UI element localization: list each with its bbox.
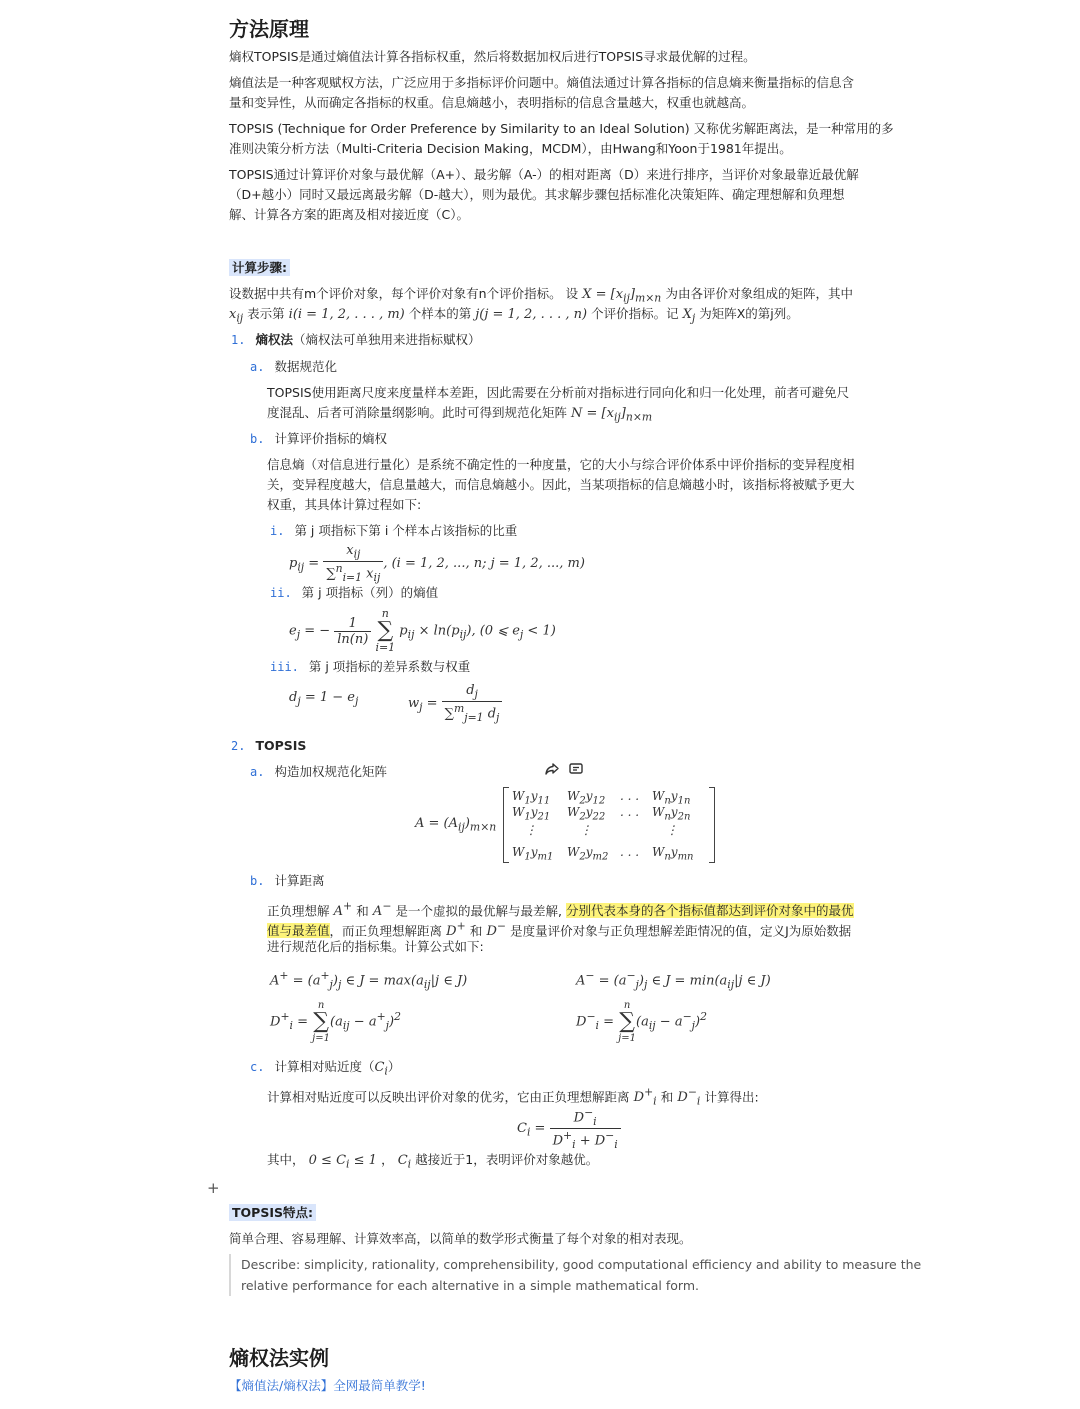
steps-intro-line-1: 设数据中共有m个评价对象，每个评价对象有n个评价指标。 设 $X = [x_{ij}]_{m\times n}$ 为由各评价对象组成的矩阵，其中 (229, 286, 853, 305)
formula-negative-ideal: $A^- = (a^-_j)_j$ ∈ $J = \min(a_{ij}|j$ ∈ J) (576, 969, 771, 991)
weighted-matrix: $W_1y_{11}$ $W_2y_{12}$ . . . $W_ny_{1n}$ $W_1y_{21}$ $W_2y_{22}$ . . . $W_ny_{2n}$ ⋮ ⋮ ⋮ $W_1y_{m1}$ $W_2y_{m2}$ . . . $W_ny_{mn}$ (503, 787, 715, 863)
paragraph-topsis-1: TOPSIS (Technique for Order Preference by Similarity to an Ideal Solution) 又称优劣解距离法，是一种常用的多 (229, 121, 894, 136)
formula-weight: $w_j$ = $\frac{d_j}{\sum^m_{j=1} d_j}$ (408, 683, 502, 724)
closeness-paragraph-2: 其中， $0 \le C_i \le 1$ ， $C_i$ 越接近于1，表明评价对象越优。 (267, 1152, 599, 1171)
formula-negative-distance: $D^-_i = n$ ∑ $j=1(a_{ij} - a^-_j)^2$ (576, 1000, 707, 1044)
list-item-entropy: 1. 熵权法（熵权法可单独用来进指标赋权） (231, 332, 481, 347)
closeness-paragraph-1: 计算相对贴近度可以反映出评价对象的优劣，它由正负理想解距离 $D^+_i$ 和 $D^-_i$ 计算得出: (267, 1086, 759, 1108)
paragraph-intro: 熵权TOPSIS是通过熵值法计算各指标权重，然后将数据加权后进行TOPSIS寻求最优解的过程。 (229, 49, 756, 64)
roman-item-weight: iii. 第 j 项指标的差异系数与权重 (270, 659, 471, 674)
plus-icon[interactable]: + (207, 1179, 220, 1197)
section-title-example: 熵权法实例 (229, 1346, 329, 1370)
features-quote: Describe: simplicity, rationality, comprehensibility, good computational efficiency and ability to measure the relative performance for each alternative in a simple mathematical form. (229, 1254, 869, 1296)
sublist-item-closeness: c. 计算相对贴近度$(C_i)$ (250, 1059, 401, 1078)
roman-item-entropy-value: ii. 第 j 项指标（列）的熵值 (270, 585, 439, 600)
entropy-weight-paragraph-1: 信息熵（对信息进行量化）是系统不确定性的一种度量，它的大小与综合评价体系中评价指标的变异程度相 (267, 457, 855, 472)
paragraph-topsis-desc-1: TOPSIS通过计算评价对象与最优解（A+）、最劣解（A-）的相对距离（D）来进行排序，当评价对象最靠近最优解 (229, 167, 859, 182)
example-link[interactable]: 【熵值法/熵权法】全网最简单教学! (229, 1378, 426, 1393)
paragraph-entropy-1: 熵值法是一种客观赋权方法，广泛应用于多指标评价问题中。熵值法通过计算各指标的信息熵来衡量指标的信息含 (229, 75, 855, 90)
share-icon[interactable] (544, 761, 560, 780)
formula-closeness: $C_i$ = $\frac{D^-_i}{D^+_i + D^-_i}$ (517, 1106, 621, 1151)
formula-positive-ideal: $A^+ = (a^+_j)_j$ ∈ $J = \max(a_{ij}|j$ ∈ J) (270, 969, 468, 991)
formula-weighted-matrix-lhs: $A = (A_{ij})_{m\times n}$ (415, 816, 497, 834)
paragraph-topsis-desc-3: 解、计算各方案的距离及相对接近度（C）。 (229, 207, 469, 222)
distance-paragraph-3: 进行规范化后的指标集。计算公式如下: (267, 939, 484, 954)
paragraph-topsis-2: 准则决策分析方法（Multi-Criteria Decision Making，MCDM），由Hwang和Yoon于1981年提出。 (229, 141, 792, 156)
list-item-topsis: 2. TOPSIS (231, 738, 307, 753)
entropy-weight-paragraph-2: 关，变异程度越大，信息量越大，而信息熵越小。因此，当某项指标的信息熵越小时，该指标将被赋予更大 (267, 477, 855, 492)
distance-paragraph-2: 值与最差值，而正负理想解距离 D+ 和 D− 是度量评价对象与正负理想解差距情况的值，定义J为原始数据 (267, 920, 852, 940)
roman-item-proportion: i. 第 j 项指标下第 i 个样本占该指标的比重 (270, 523, 518, 538)
entropy-weight-paragraph-3: 权重，其具体计算过程如下: (267, 497, 422, 512)
features-paragraph: 简单合理、容易理解、计算效率高，以简单的数学形式衡量了每个对象的相对表现。 (229, 1231, 692, 1246)
sublist-item-entropy-weight: b. 计算评价指标的熵权 (250, 431, 387, 446)
sublist-item-distance: b. 计算距离 (250, 873, 325, 888)
sublist-item-weighted-matrix: a. 构造加权规范化矩阵 (250, 764, 387, 779)
distance-paragraph-1: 正负理想解 A+ 和 A− 是一个虚拟的最优解与最差解, 分别代表本身的各个指标值都达到评价对象中的最优 (267, 900, 854, 920)
sublist-item-normalize: a. 数据规范化 (250, 359, 337, 374)
steps-label: 计算步骤: (229, 258, 290, 276)
normalize-paragraph-2: 度混乱、后者可消除量纲影响。此时可得到规范化矩阵 $N = [x_{ij}]_{n\times m}$ (267, 405, 653, 424)
floating-toolbar (536, 756, 592, 782)
paragraph-entropy-2: 量和变异性，从而确定各指标的权重。信息熵越小，表明指标的信息含量越大，权重也就越高。 (229, 95, 755, 110)
formula-proportion: $p_{ij}$ = $\frac{x_{ij}}{\sum^n_{i=1} x_{ij}}$ , (i = 1, 2, ..., n; j = 1, 2, ..., m) (289, 543, 585, 584)
comment-icon[interactable] (568, 761, 584, 780)
normalize-paragraph-1: TOPSIS使用距离尺度来度量样本差距，因此需要在分析前对指标进行同向化和归一化处理，前者可避免尺 (267, 385, 850, 400)
formula-difference: $d_j = 1 - e_j$ (289, 690, 359, 708)
paragraph-topsis-desc-2: （D+越小）同时又最远离最劣解（D-越大），则为最优。其求解步骤包括标准化决策矩阵、确定理想解和负理想 (229, 187, 845, 202)
features-label: TOPSIS特点: (229, 1203, 316, 1221)
steps-intro-line-2: $x_{ij}$ 表示第 i(i = 1, 2, . . . , m) 个样本的第 j(j = 1, 2, . . . , n) 个评价指标。记 $X_j$ 为矩阵X的第j列。 (229, 306, 799, 325)
formula-positive-distance: $D^+_i = n$ ∑ $j=1(a_{ij} - a^+_j)^2$ (270, 1000, 401, 1044)
formula-entropy-value: $e_j$ = − $\frac{1}{\ln(n)}$ n ∑ i=1 $p_{ij} \times \ln(p_{ij})$, (0 ⩽ $e_j < 1$) (289, 607, 556, 654)
section-title-method: 方法原理 (229, 17, 309, 41)
